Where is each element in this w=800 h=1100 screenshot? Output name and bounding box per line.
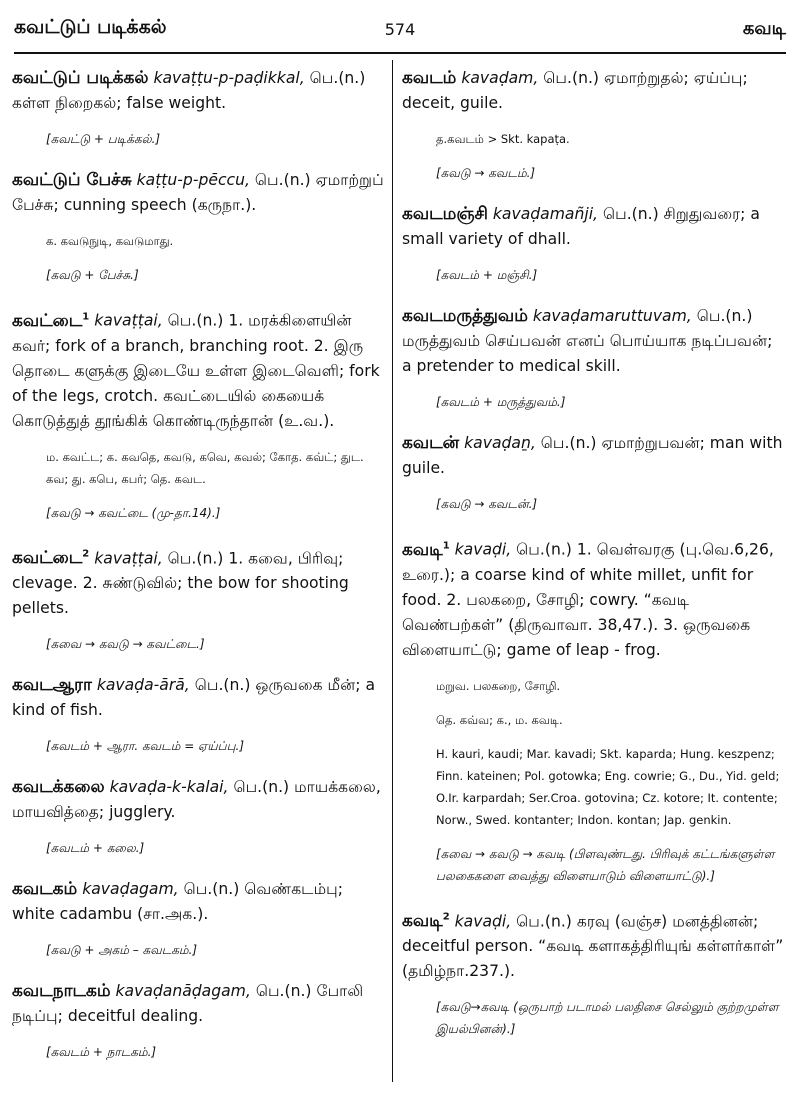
dictionary-entry: [402, 905, 786, 985]
etymology: [கவடம் + மருத்துவம்.]: [436, 395, 566, 409]
headword: கவடம்: [402, 68, 457, 88]
part-of-speech: பெ.(n.): [255, 982, 312, 1001]
etymology: [கவை → கவடு → கவடி (பிளவுண்டது. பிரிவுக் கட்டங்களுள்ள பலகைகளை வைத்து விளையாடும் விளையாட்டு).]: [436, 846, 775, 883]
definition: மருத்துவம் செய்பவன் எனப் பொய்யாக நடிப்பவன்; a pretender to medical skill.: [402, 332, 773, 375]
etymology: [கவடம் + கலை.]: [46, 841, 145, 856]
definition: ஏமாற்றுப் பேச்சு; cunning speech (கருநா.).: [12, 171, 384, 214]
headword: கவட்டுப் படிக்கல்: [12, 68, 149, 88]
right-column: [402, 66, 786, 1058]
cognates: க. கவடுநுடி, கவடுமாது.: [46, 234, 174, 248]
dictionary-entry: [402, 66, 786, 116]
etymology: [கவடம் + மஞ்சி.]: [436, 268, 538, 282]
part-of-speech: பெ.(n.): [540, 434, 597, 452]
part-of-speech: பெ.(n.): [543, 69, 599, 87]
etymology: [கவடு + பேச்சு.]: [46, 268, 139, 282]
headword: கவடக்கலை: [12, 777, 105, 798]
definition: ஏமாற்றுதல்; ஏய்ப்பு; deceit, guile.: [402, 69, 748, 112]
cognates: ம. கவட்ட; க. கவதெ, கவடு, கவெ, கவல்; கோத. கவ்ட்; துட. கவ; து. கபெ, கபர்; தெ. கவட.: [46, 449, 364, 486]
part-of-speech: பெ.(n.): [233, 778, 290, 797]
part-of-speech: பெ.(n.): [309, 69, 366, 87]
transliteration: kavaḍagam,: [82, 880, 179, 899]
dictionary-entry: [12, 877, 384, 927]
transliteration: kavaḍa-ārā,: [96, 676, 190, 695]
transliteration: kavaḍi,: [454, 912, 512, 931]
part-of-speech: பெ.(n.): [167, 311, 224, 330]
transliteration: kavaṭṭai,: [94, 549, 163, 568]
page-header: [14, 14, 786, 44]
definition: 1. கவை, பிரிவு; clevage. 2. சுண்டுவில்; the bow for shooting pellets.: [12, 549, 349, 618]
definition: ஏமாற்றுபவன்; man with guile.: [402, 434, 783, 477]
part-of-speech: பெ.(n.): [167, 549, 224, 568]
part-of-speech: பெ.(n.): [194, 676, 251, 695]
part-of-speech: பெ.(n.): [696, 307, 753, 325]
transliteration: kavaḍamañji,: [492, 205, 598, 223]
synonyms: மறுவ. பலகறை, சோழி.: [436, 678, 561, 693]
homonym-number: 1: [82, 311, 90, 322]
homonym-number: 2: [82, 548, 90, 560]
headword: கவடி$^1$: [402, 539, 450, 560]
dictionary-entry: [12, 775, 384, 825]
transliteration: kavaṭṭu-p-paḍikkal,: [153, 69, 305, 87]
dictionary-entry: [12, 168, 384, 218]
etymology: [கவடம் + நாடகம்.]: [46, 1045, 157, 1060]
part-of-speech: பெ.(n.): [516, 540, 572, 559]
page-number: 574: [384, 20, 416, 39]
definition: வெண்கடம்பு; white cadambu (சா.அக.).: [12, 880, 343, 924]
transliteration: kavaḍamaruttuvam,: [532, 307, 692, 325]
transliteration: kaṭṭu-p-pēccu,: [136, 171, 250, 189]
cognates: தெ. கவ்வ; க., ம. கவடி.: [436, 712, 563, 727]
etymology: [கவடு→கவடி (ஒருபாற் படாமல் பலதிசை செல்லும் குற்றமுள்ள இயல்பினன்).]: [436, 1000, 779, 1037]
dictionary-entry: [402, 431, 786, 481]
headword: கவடநாடகம்: [12, 981, 111, 1002]
headword: கவட்டுப் பேச்சு: [12, 170, 132, 190]
headword: கவட்டை$^1$: [12, 310, 90, 331]
etymology: [கவடு + அகம் – கவடகம்.]: [46, 943, 198, 958]
definition: மாயக்கலை, மாயவித்தை; jugglery.: [12, 778, 381, 822]
definition: 1. மரக்கிளையின் கவர்; fork of a branch, branching root. 2. இரு தொடை களுக்கு இடையே உள்ள இடைவெளி; fork of the legs, crotch. கவட்டையில் கையைக் கொடுத்துத் தூங்கிக் கொண்டிருந்தான் (உ.வ.).: [12, 311, 380, 430]
dictionary-entry: [402, 533, 786, 663]
dictionary-entry: [402, 304, 786, 379]
transliteration: kavaḍa-k-kalai,: [109, 778, 229, 797]
definition: ஒருவகை மீன்; a kind of fish.: [12, 676, 376, 720]
headword: கவடி$^2$: [402, 911, 450, 932]
part-of-speech: பெ.(n.): [183, 880, 240, 899]
headword: கவடமருத்துவம்: [402, 306, 528, 326]
definition: கரவு (வஞ்ச) மனத்தினன்; deceitful person. “கவடி களாகத்திரியுங் கள்ளர்காள்” (தமிழ்நா.237.).: [402, 912, 784, 981]
left-column: [12, 66, 384, 1081]
headword: கவடஆரா: [12, 675, 92, 696]
homonym-number: 2: [442, 911, 450, 923]
homonym-number: 1: [442, 540, 450, 551]
dictionary-entry: [12, 979, 384, 1029]
dictionary-entry: [12, 673, 384, 723]
definition: சிறுதுவரை; a small variety of dhall.: [402, 205, 760, 248]
dictionary-entry: [12, 304, 384, 434]
transliteration: kavaṭṭai,: [94, 311, 163, 330]
foreign-equivalents: H. kauri, kaudi; Mar. kavadi; Skt. kaparda; Hung. keszpenz; Finn. kateinen; Pol. gotowka; Eng. cowrie; G., Du., Yid. geld; O.Ir. karpardah; Ser.Croa. gotovina; Cz. kotore; It. contente; Norw., Swed. kontanter; Indon. kontan; Jap. genkin.: [436, 746, 780, 827]
column-divider: [392, 60, 393, 1082]
definition: போலி நடிப்பு; deceitful dealing.: [12, 982, 364, 1026]
definition: கள்ள நிறைகல்; false weight.: [12, 94, 227, 112]
part-of-speech: பெ.(n.): [516, 912, 572, 931]
dictionary-entry: [12, 542, 384, 622]
dictionary-entry: [12, 66, 384, 116]
headword: கவடன்: [402, 433, 460, 453]
transliteration: kavaḍi,: [454, 540, 512, 559]
cognates: த.கவடம் > Skt. kapaṭa.: [436, 132, 570, 146]
header-rule: [14, 52, 786, 54]
etymology: [கவடு → கவட்டை (மு-தா.14).]: [46, 505, 221, 520]
transliteration: kavaḍanāḍagam,: [115, 982, 251, 1001]
dictionary-entry: [402, 202, 786, 252]
headword: கவடமஞ்சி: [402, 204, 488, 224]
part-of-speech: பெ.(n.): [602, 205, 659, 223]
headword: கவடகம்: [12, 879, 78, 900]
etymology: [கவை → கவடு → கவட்டை.]: [46, 637, 205, 652]
running-head-right: கவடி: [742, 18, 786, 39]
transliteration: kavaḍam,: [461, 69, 539, 87]
definition: 1. வெள்வரகு (பு.வெ.6,26, உரை.); a coarse kind of white millet, unfit for food. 2. பலகறை, சோழி; cowry. “கவடி வெண்பற்கள்” (திருவாவா. 38,47.). 3. ஒருவகை விளையாட்டு; game of leap - frog.: [402, 540, 774, 659]
transliteration: kavaḍaṉ,: [464, 434, 536, 452]
etymology: [கவடம் + ஆரா. கவடம் = ஏய்ப்பு.]: [46, 739, 245, 754]
running-head-left: கவட்டுப் படிக்கல்: [14, 16, 167, 38]
headword: கவட்டை$^2$: [12, 548, 90, 569]
part-of-speech: பெ.(n.): [254, 171, 311, 189]
etymology: [கவடு → கவடன்.]: [436, 497, 538, 511]
etymology: [கவட்டு + படிக்கல்.]: [46, 132, 161, 146]
etymology: [கவடு → கவடம்.]: [436, 166, 536, 180]
